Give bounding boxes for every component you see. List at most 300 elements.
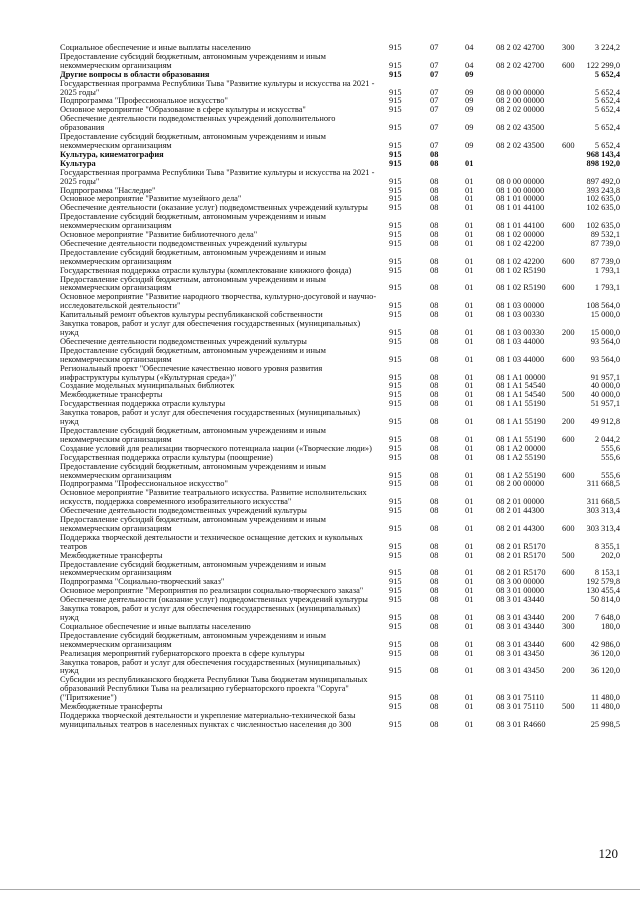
section-code: 08	[430, 283, 439, 293]
row-name: Субсидии из республиканского бюджета Республики Тыва бюджетам муниципальных образований Республики Тыва на реализацию губернаторского проекта "Соруга" ("Притяжение")	[60, 675, 368, 703]
subsection-code: 01	[465, 719, 474, 729]
table-row	[60, 534, 620, 552]
ministry-code: 915	[389, 60, 402, 70]
row-name: Создание условий для реализации творческого потенциала нации («Творческие люди»)	[60, 443, 372, 453]
target-article-code: 08 3 01 43450	[496, 666, 545, 676]
amount: 51 957,1	[590, 399, 620, 409]
section-code: 08	[430, 639, 439, 649]
ministry-code: 915	[389, 265, 402, 275]
section-code: 08	[430, 702, 439, 712]
section-code: 08	[430, 185, 439, 195]
subsection-code: 01	[465, 203, 474, 213]
ministry-code: 915	[389, 238, 402, 248]
expense-type-code: 600	[562, 140, 575, 150]
section-code: 08	[430, 648, 439, 658]
ministry-code: 915	[389, 354, 402, 364]
table-row	[60, 427, 620, 445]
amount: 968 143,4	[586, 149, 620, 159]
amount: 7 648,0	[594, 613, 620, 622]
subsection-code: 01	[465, 265, 474, 275]
table-row	[60, 516, 620, 534]
ministry-code: 915	[389, 497, 402, 507]
subsection-code: 01	[465, 550, 474, 560]
ministry-code: 915	[389, 586, 402, 596]
table-row	[60, 605, 620, 623]
amount: 40 000,0	[590, 390, 620, 400]
section-code: 07	[430, 69, 439, 79]
section-code: 08	[430, 541, 439, 551]
section-code: 08	[430, 443, 439, 453]
ministry-code: 915	[389, 256, 402, 266]
ministry-code: 915	[389, 96, 402, 106]
section-code: 07	[430, 123, 439, 133]
target-article-code: 08 0 00 00000	[496, 176, 545, 186]
ministry-code: 915	[389, 149, 402, 159]
row-name: Предоставление субсидий бюджетным, автономным учреждениям и иным некоммерческим организациям	[60, 51, 326, 70]
section-code: 08	[430, 595, 439, 605]
ministry-code: 915	[389, 230, 402, 240]
row-name: Основное мероприятие "Образование в сфере культуры и искусства"	[60, 105, 306, 115]
amount: 89 532,1	[590, 230, 620, 240]
expense-type-code: 200	[562, 417, 575, 427]
subsection-code: 01	[465, 452, 474, 462]
subsection-code: 01	[465, 434, 474, 444]
table-row	[60, 659, 620, 677]
amount: 1 793,1	[594, 283, 620, 293]
target-article-code: 08 1 A2 55190	[496, 452, 546, 462]
ministry-code: 915	[389, 158, 402, 168]
row-name: Региональный проект "Обеспечение качественно нового уровня развития инфраструктуры культуры («Культурная среда»)"	[60, 363, 323, 382]
amount: 5 652,4	[594, 140, 620, 150]
subsection-code: 04	[465, 43, 474, 52]
amount: 36 120,0	[590, 648, 620, 658]
table-row	[60, 365, 620, 383]
target-article-code: 08 1 A1 55190	[496, 417, 546, 427]
row-name: Закупка товаров, работ и услуг для обеспечения государственных (муниципальных) нужд	[60, 604, 361, 622]
target-article-code: 08 2 02 42700	[496, 43, 545, 52]
row-name: Поддержка творческой деятельности и укрепление материально-технической базы муниципальных театров в населенных пунктах с численностью населения до 300	[60, 710, 356, 729]
ministry-code: 915	[389, 479, 402, 489]
target-article-code: 08 1 A2 00000	[496, 443, 546, 453]
row-name: Подпрограмма "Профессиональное искусство"	[60, 479, 228, 489]
row-name: Поддержка творческой деятельности и техническое оснащение детских и кукольных театров	[60, 532, 363, 551]
ministry-code: 915	[389, 87, 402, 97]
subsection-code: 09	[465, 87, 474, 97]
amount: 25 998,5	[590, 719, 620, 729]
row-name: Обеспечение деятельности (оказание услуг) подведомственных учреждений культуры	[60, 203, 368, 213]
subsection-code: 01	[465, 541, 474, 551]
row-name: Предоставление субсидий бюджетным, автономным учреждениям и иным некоммерческим организациям	[60, 132, 326, 150]
expense-type-code: 600	[562, 523, 575, 533]
section-code: 08	[430, 265, 439, 275]
amount: 555,6	[601, 470, 620, 480]
expense-type-code: 300	[562, 43, 575, 52]
section-code: 08	[430, 158, 439, 168]
target-article-code: 08 1 02 R5190	[496, 283, 546, 293]
row-name: Обеспечение деятельности (оказание услуг) подведомственных учреждений культуры	[60, 595, 368, 605]
ministry-code: 915	[389, 69, 402, 79]
subsection-code: 01	[465, 479, 474, 489]
table-row	[60, 409, 620, 427]
section-code: 07	[430, 105, 439, 115]
subsection-code: 01	[465, 230, 474, 240]
expense-type-code: 600	[562, 470, 575, 480]
subsection-code: 01	[465, 577, 474, 587]
target-article-code: 08 2 01 R5170	[496, 541, 546, 551]
page-number: 120	[598, 846, 618, 861]
subsection-code: 09	[465, 140, 474, 150]
amount: 5 652,4	[594, 105, 620, 115]
section-code: 08	[430, 372, 439, 382]
target-article-code: 08 1 A1 54540	[496, 381, 546, 391]
subsection-code: 01	[465, 523, 474, 533]
row-name: Предоставление субсидий бюджетным, автономным учреждениям и иным некоммерческим организациям	[60, 461, 326, 480]
ministry-code: 915	[389, 719, 402, 729]
subsection-code: 01	[465, 666, 474, 676]
subsection-code: 01	[465, 221, 474, 231]
target-article-code: 08 3 01 43450	[496, 648, 545, 658]
table-row	[60, 561, 620, 579]
amount: 87 739,0	[590, 256, 620, 266]
expense-type-code: 600	[562, 568, 575, 578]
table-row	[60, 115, 620, 133]
row-name: Государственная поддержка отрасли культуры (комплектование книжного фонда)	[60, 265, 352, 275]
expense-type-code: 600	[562, 639, 575, 649]
row-name: Предоставление субсидий бюджетным, автономным учреждениям и иным некоммерческим организациям	[60, 425, 326, 444]
subsection-code: 01	[465, 158, 474, 168]
section-code: 08	[430, 301, 439, 311]
subsection-code: 01	[465, 506, 474, 516]
section-code: 07	[430, 60, 439, 70]
target-article-code: 08 1 02 42200	[496, 238, 545, 248]
expense-type-code: 600	[562, 60, 575, 70]
amount: 93 564,0	[590, 354, 620, 364]
target-article-code: 08 2 01 R5170	[496, 568, 546, 578]
ministry-code: 915	[389, 470, 402, 480]
ministry-code: 915	[389, 452, 402, 462]
table-row	[60, 489, 620, 507]
subsection-code: 01	[465, 702, 474, 712]
row-name: Закупка товаров, работ и услуг для обеспечения государственных (муниципальных) нужд	[60, 408, 361, 427]
amount: 91 957,1	[590, 372, 620, 382]
expense-type-code: 200	[562, 328, 575, 337]
section-code: 07	[430, 140, 439, 150]
section-code: 08	[430, 203, 439, 213]
ministry-code: 915	[389, 328, 402, 337]
amount: 11 480,0	[590, 702, 620, 712]
amount: 5 652,4	[594, 96, 620, 106]
section-code: 08	[430, 577, 439, 587]
ministry-code: 915	[389, 372, 402, 382]
ministry-code: 915	[389, 221, 402, 231]
row-name: Обеспечение деятельности подведомственных учреждений культуры	[60, 506, 307, 516]
amount: 898 192,0	[586, 158, 620, 168]
ministry-code: 915	[389, 283, 402, 293]
amount: 40 000,0	[590, 381, 620, 391]
ministry-code: 915	[389, 693, 402, 703]
row-name: Основное мероприятие "Развитие театрального искусства. Развитие исполнительских искусств, поддержка современного изобразительного искусства"	[60, 488, 367, 507]
target-article-code: 08 1 03 44000	[496, 336, 545, 346]
ministry-code: 915	[389, 506, 402, 516]
row-name: Государственная поддержка отрасли культуры (поощрение)	[60, 452, 273, 462]
section-code: 08	[430, 613, 439, 622]
section-code: 08	[430, 328, 439, 337]
row-name: Обеспечение деятельности подведомственных учреждений культуры	[60, 238, 307, 248]
subsection-code: 01	[465, 417, 474, 427]
amount: 102 635,0	[586, 221, 620, 231]
row-name: Закупка товаров, работ и услуг для обеспечения государственных (муниципальных) нужд	[60, 657, 361, 676]
section-code: 08	[430, 497, 439, 507]
amount: 36 120,0	[590, 666, 620, 676]
expense-type-code: 600	[562, 221, 575, 231]
target-article-code: 08 1 03 00330	[496, 310, 545, 320]
table-row	[60, 712, 620, 730]
section-code: 08	[430, 666, 439, 676]
subsection-code: 01	[465, 336, 474, 346]
row-name: Капитальный ремонт объектов культуры республиканской собственности	[60, 310, 323, 320]
ministry-code: 915	[389, 194, 402, 204]
subsection-code: 01	[465, 621, 474, 631]
subsection-code: 09	[465, 123, 474, 133]
amount: 5 652,4	[594, 87, 620, 97]
target-article-code: 08 3 01 43440	[496, 621, 545, 631]
expense-type-code: 600	[562, 354, 575, 364]
subsection-code: 01	[465, 354, 474, 364]
table-row	[60, 53, 620, 71]
target-article-code: 08 2 01 44300	[496, 523, 545, 533]
table-row	[60, 213, 620, 231]
row-name: Государственная программа Республики Тыва "Развитие культуры и искусства на 2021 - 2025 годы"	[60, 78, 375, 97]
amount: 192 579,8	[586, 577, 620, 587]
target-article-code: 08 1 A1 54540	[496, 390, 546, 400]
row-name: Основное мероприятие "Развитие библиотечного дела"	[60, 230, 258, 240]
ministry-code: 915	[389, 550, 402, 560]
subsection-code: 09	[465, 96, 474, 106]
amount: 555,6	[601, 443, 620, 453]
target-article-code: 08 1 A1 00000	[496, 372, 546, 382]
target-article-code: 08 1 03 00330	[496, 328, 545, 337]
subsection-code: 09	[465, 69, 474, 79]
ministry-code: 915	[389, 417, 402, 427]
scan-edge-divider	[0, 889, 640, 890]
section-code: 08	[430, 256, 439, 266]
subsection-code: 01	[465, 595, 474, 605]
ministry-code: 915	[389, 541, 402, 551]
target-article-code: 08 1 01 00000	[496, 194, 545, 204]
row-name: Закупка товаров, работ и услуг для обеспечения государственных (муниципальных) нужд	[60, 319, 361, 337]
ministry-code: 915	[389, 203, 402, 213]
ministry-code: 915	[389, 336, 402, 346]
amount: 5 652,4	[594, 69, 620, 79]
table-row	[60, 463, 620, 481]
target-article-code: 08 2 01 00000	[496, 497, 545, 507]
amount: 303 313,4	[586, 523, 620, 533]
row-name: Обеспечение деятельности подведомственных учреждений дополнительного образования	[60, 114, 336, 133]
row-name: Предоставление субсидий бюджетным, автономным учреждениям и иным некоммерческим организациям	[60, 212, 326, 231]
subsection-code: 01	[465, 497, 474, 507]
target-article-code: 08 1 02 42200	[496, 256, 545, 266]
target-article-code: 08 3 00 00000	[496, 577, 545, 587]
target-article-code: 08 2 01 44300	[496, 506, 545, 516]
target-article-code: 08 0 00 00000	[496, 87, 545, 97]
ministry-code: 915	[389, 381, 402, 391]
subsection-code: 01	[465, 613, 474, 622]
row-name: Культура	[60, 158, 96, 168]
row-name: Предоставление субсидий бюджетным, автономным учреждениям и иным некоммерческим организациям	[60, 515, 326, 533]
expense-type-code: 500	[562, 390, 575, 400]
section-code: 08	[430, 523, 439, 533]
table-row	[60, 276, 620, 294]
table-row	[60, 151, 620, 160]
row-name: Другие вопросы в области образования	[60, 69, 210, 79]
subsection-code: 01	[465, 390, 474, 400]
amount: 102 635,0	[586, 194, 620, 204]
ministry-code: 915	[389, 185, 402, 195]
amount: 897 492,0	[586, 176, 620, 186]
section-code: 08	[430, 194, 439, 204]
subsection-code: 01	[465, 185, 474, 195]
amount: 11 480,0	[590, 693, 620, 703]
row-name: Предоставление субсидий бюджетным, автономным учреждениям и иным некоммерческим организациям	[60, 559, 326, 578]
ministry-code: 915	[389, 523, 402, 533]
section-code: 08	[430, 621, 439, 631]
amount: 122 299,0	[586, 60, 620, 70]
row-name: Межбюджетные трансферты	[60, 390, 163, 400]
section-code: 08	[430, 149, 439, 159]
row-name: Создание модельных муниципальных библиотек	[60, 381, 235, 391]
ministry-code: 915	[389, 140, 402, 150]
subsection-code: 01	[465, 176, 474, 186]
row-name: Культура, кинематография	[60, 149, 164, 159]
section-code: 08	[430, 221, 439, 231]
amount: 1 793,1	[594, 265, 620, 275]
target-article-code: 08 1 00 00000	[496, 185, 545, 195]
subsection-code: 01	[465, 693, 474, 703]
section-code: 08	[430, 354, 439, 364]
row-name: Реализация мероприятий губернаторского проекта в сфере культуры	[60, 648, 305, 658]
section-code: 08	[430, 479, 439, 489]
ministry-code: 915	[389, 310, 402, 320]
subsection-code: 01	[465, 648, 474, 658]
ministry-code: 915	[389, 123, 402, 133]
target-article-code: 08 1 02 00000	[496, 230, 545, 240]
amount: 393 243,8	[586, 185, 620, 195]
amount: 49 912,8	[590, 417, 620, 427]
section-code: 08	[430, 381, 439, 391]
row-name: Социальное обеспечение и иные выплаты населению	[60, 621, 251, 631]
amount: 311 668,5	[586, 479, 620, 489]
section-code: 08	[430, 719, 439, 729]
section-code: 08	[430, 506, 439, 516]
section-code: 08	[430, 434, 439, 444]
expense-type-code: 200	[562, 666, 575, 676]
ministry-code: 915	[389, 176, 402, 186]
amount: 87 739,0	[590, 238, 620, 248]
row-name: Основное мероприятие "Мероприятия по реализации социально-творческого заказа"	[60, 586, 364, 596]
row-name: Подпрограмма "Профессиональное искусство"	[60, 96, 228, 106]
section-code: 08	[430, 470, 439, 480]
row-name: Обеспечение деятельности подведомственных учреждений культуры	[60, 336, 307, 346]
section-code: 08	[430, 417, 439, 427]
amount: 180,0	[601, 621, 620, 631]
amount: 3 224,2	[594, 43, 620, 52]
ministry-code: 915	[389, 595, 402, 605]
subsection-code: 09	[465, 105, 474, 115]
ministry-code: 915	[389, 443, 402, 453]
section-code: 08	[430, 693, 439, 703]
amount: 2 044,2	[594, 434, 620, 444]
subsection-code: 01	[465, 470, 474, 480]
amount: 5 652,4	[594, 123, 620, 133]
expense-type-code: 200	[562, 613, 575, 622]
amount: 93 564,0	[590, 336, 620, 346]
amount: 8 355,1	[594, 541, 620, 551]
ministry-code: 915	[389, 390, 402, 400]
section-code: 08	[430, 390, 439, 400]
target-article-code: 08 3 01 R4660	[496, 719, 546, 729]
amount: 130 455,4	[586, 586, 620, 596]
amount: 555,6	[601, 452, 620, 462]
amount: 15 000,0	[590, 310, 620, 320]
ministry-code: 915	[389, 399, 402, 409]
target-article-code: 08 1 02 R5190	[496, 265, 546, 275]
ministry-code: 915	[389, 639, 402, 649]
target-article-code: 08 2 00 00000	[496, 96, 545, 106]
subsection-code: 01	[465, 283, 474, 293]
table-row	[60, 320, 620, 338]
table-row	[60, 676, 620, 703]
row-name: Предоставление субсидий бюджетным, автономным учреждениям и иным некоммерческим организациям	[60, 274, 326, 293]
ministry-code: 915	[389, 648, 402, 658]
expense-type-code: 600	[562, 283, 575, 293]
amount: 303 313,4	[586, 506, 620, 516]
row-name: Социальное обеспечение и иные выплаты населению	[60, 43, 251, 52]
subsection-code: 01	[465, 639, 474, 649]
subsection-code: 01	[465, 586, 474, 596]
subsection-code: 01	[465, 443, 474, 453]
subsection-code: 01	[465, 399, 474, 409]
target-article-code: 08 1 03 44000	[496, 354, 545, 364]
row-name: Предоставление субсидий бюджетным, автономным учреждениям и иным некоммерческим организациям	[60, 630, 326, 649]
section-code: 08	[430, 230, 439, 240]
table-row	[60, 133, 620, 151]
target-article-code: 08 3 01 00000	[496, 586, 545, 596]
row-name: Основное мероприятие "Развитие народного творчества, культурно-досуговой и научно-исследовательской деятельности"	[60, 292, 377, 311]
section-code: 08	[430, 550, 439, 560]
subsection-code: 01	[465, 256, 474, 266]
expense-type-code: 300	[562, 621, 575, 631]
section-code: 08	[430, 568, 439, 578]
subsection-code: 01	[465, 381, 474, 391]
row-name: Предоставление субсидий бюджетным, автономным учреждениям и иным некоммерческим организациям	[60, 345, 326, 364]
table-row	[60, 80, 620, 98]
budget-table	[60, 44, 620, 730]
amount: 50 814,0	[590, 595, 620, 605]
target-article-code: 08 2 02 43500	[496, 140, 545, 150]
target-article-code: 08 3 01 43440	[496, 595, 545, 605]
subsection-code: 01	[465, 301, 474, 311]
amount: 42 986,0	[590, 639, 620, 649]
target-article-code: 08 2 02 42700	[496, 60, 545, 70]
table-row	[60, 347, 620, 365]
target-article-code: 08 1 01 44100	[496, 221, 545, 231]
section-code: 08	[430, 586, 439, 596]
target-article-code: 08 3 01 75110	[496, 693, 544, 703]
table-row	[60, 293, 620, 311]
target-article-code: 08 3 01 75110	[496, 702, 544, 712]
ministry-code: 915	[389, 666, 402, 676]
section-code: 08	[430, 336, 439, 346]
